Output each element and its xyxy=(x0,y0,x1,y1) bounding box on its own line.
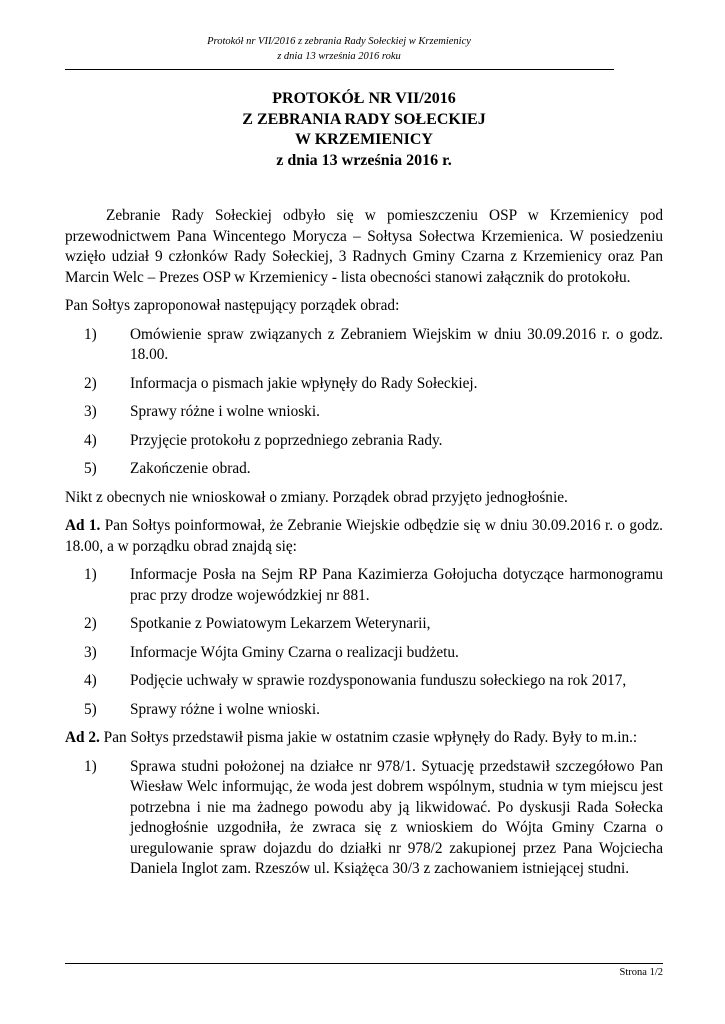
list-item: 4) Podjęcie uchwały w sprawie rozdysponowania funduszu sołeckiego na rok 2017, xyxy=(84,672,627,689)
ad1-label: Ad 1. xyxy=(65,517,101,534)
header-line-2: z dnia 13 września 2016 roku xyxy=(277,51,401,62)
intro-paragraph: Zebranie Rady Sołeckiej odbyło się w pomieszczeniu OSP w Krzemienicy pod przewodnictwem Pana Wincentego Morycza – Sołtysa Sołectwa Krzemienica. W posiedzeniu wzięło udział 9 członków Rady Sołeckiej, 3 Radnych Gminy Czarna z Krzemienicy oraz Pan Marcin Welc – Prezes OSP w Krzemienicy - lista obecności stanowi załącznik do protokołu. xyxy=(65,207,663,286)
list-item: 2) Spotkanie z Powiatowym Lekarzem Weterynarii, xyxy=(84,615,431,632)
list-item: 5) Sprawy różne i wolne wnioski. xyxy=(84,700,320,718)
agenda-outcome: Nikt z obecnych nie wnioskował o zmiany. Porządek obrad przyjęto jednogłośnie. xyxy=(65,488,568,506)
page-number: Strona 1/2 xyxy=(619,967,663,978)
ad2-list xyxy=(65,757,663,880)
footer-rule xyxy=(65,963,663,964)
document-title xyxy=(65,89,663,171)
ad1-text: Pan Sołtys poinformował, że Zebranie Wiejskie odbędzie się w dniu 30.09.2016 r. o godz. 18.00, a w porządku obrad znajdą się: xyxy=(65,517,663,555)
list-item: 3) Sprawy różne i wolne wnioski. xyxy=(84,403,320,420)
ad1-list xyxy=(65,565,663,720)
list-item: 1) Informacje Posła na Sejm RP Pana Kazimierza Gołojucha dotyczące harmonogramu prac przy drodze wojewódzkiej nr 881. xyxy=(84,566,663,604)
list-item: 2) Informacja o pismach jakie wpłynęły do Rady Sołeckiej. xyxy=(84,374,478,392)
list-item: 3) Informacje Wójta Gminy Czarna o realizacji budżetu. xyxy=(84,643,459,661)
title-line-4: z dnia 13 września 2016 r. xyxy=(276,151,452,169)
ad2-paragraph xyxy=(65,728,663,749)
list-item: 1) Sprawa studni położonej na działce nr 978/1. Sytuację przedstawił szczegółowo Pan Wiesław Welc informując, że woda jest dobrem wspólnym, studnia w tym miejscu jest potrzebna i nie ma żadnego powodu aby ją likwidować. Po dyskusji Rada Sołecka jednogłośnie uzgodniła, że zwraca się z wnioskiem do Wójta Gminy Czarna o uregulowanie spraw dojazdu do działki nr 978/2 zakupionej przez Pana Wojciecha Daniela Inglot zam. Rzeszów ul. Książęca 30/3 z zachowaniem istniejącej studni. xyxy=(84,757,663,877)
list-item: 4) Przyjęcie protokołu z poprzedniego zebrania Rady. xyxy=(84,431,443,449)
running-header xyxy=(65,34,613,64)
agenda-list xyxy=(65,325,663,480)
list-item: 1) Omówienie spraw związanych z Zebraniem Wiejskim w dniu 30.09.2016 r. o godz. 18.00. xyxy=(84,325,663,363)
document-body xyxy=(65,206,663,880)
ad2-label: Ad 2. xyxy=(65,729,100,746)
list-item: 5) Zakończenie obrad. xyxy=(84,460,251,477)
header-line-1: Protokół nr VII/2016 z zebrania Rady Sołeckiej w Krzemienicy xyxy=(207,36,471,47)
header-rule xyxy=(65,69,614,70)
agenda-intro: Pan Sołtys zaproponował następujący porządek obrad: xyxy=(65,297,400,314)
ad1-paragraph xyxy=(65,516,663,557)
title-line-1: PROTOKÓŁ NR VII/2016 xyxy=(272,90,456,107)
title-line-3: W KRZEMIENICY xyxy=(295,131,433,148)
title-line-2: Z ZEBRANIA RADY SOŁECKIEJ xyxy=(242,110,486,128)
ad2-text: Pan Sołtys przedstawił pisma jakie w ostatnim czasie wpłynęły do Rady. Były to m.in.: xyxy=(99,729,638,746)
